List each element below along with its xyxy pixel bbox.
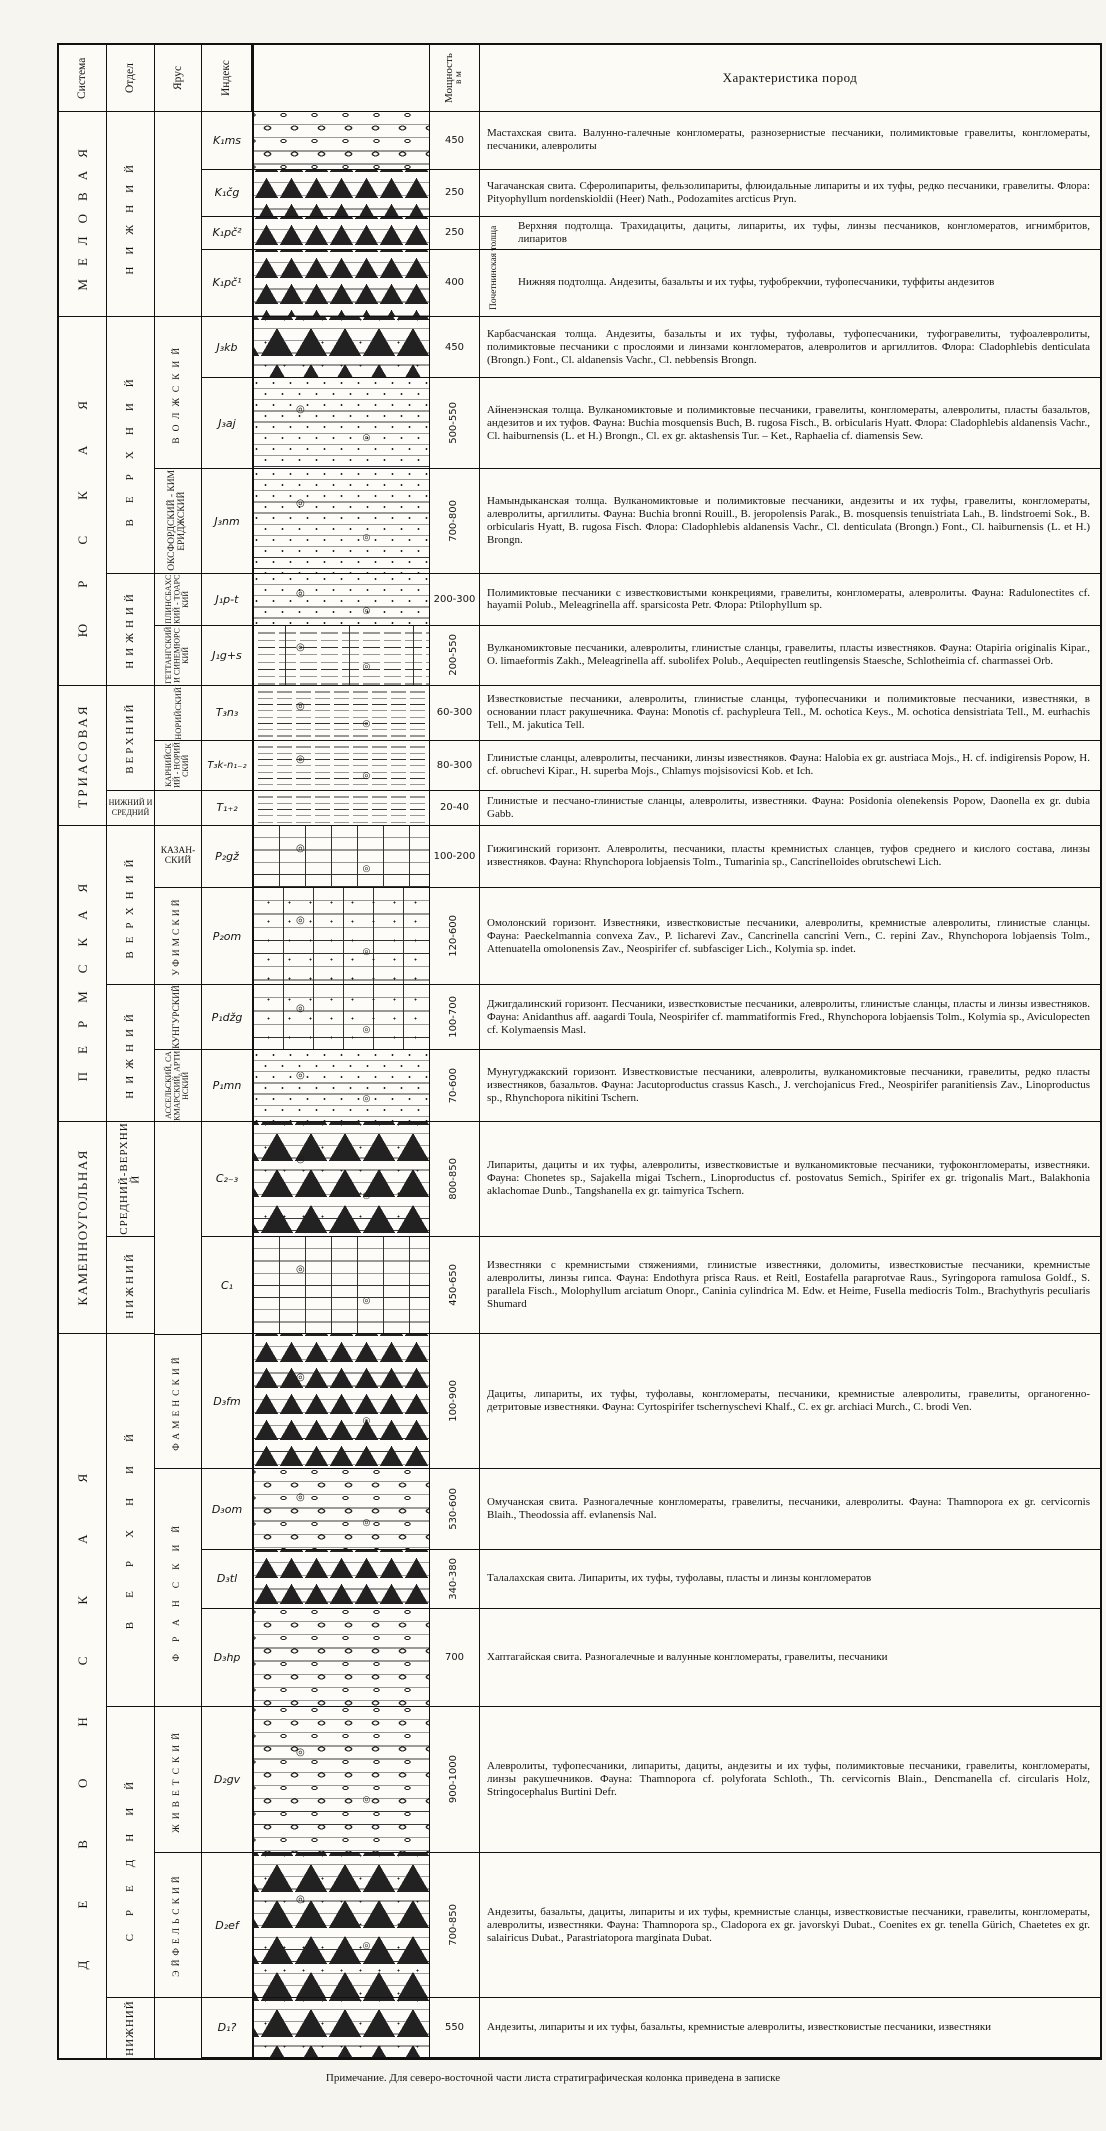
division-column (107, 112, 155, 2058)
stage-cell (155, 1853, 201, 1998)
lithology-pattern (252, 574, 430, 625)
thickness-value (430, 1469, 480, 1549)
header-cell-division (107, 45, 155, 111)
stage-cell (155, 317, 201, 470)
table-row (202, 791, 1100, 826)
rock-description-text: Джигдалинский горизонт. Песчаники, известковистые песчаники, алевролиты, глинистые сланцы, пласты и линзы известняков. Фауна: Anidanthus aff. aagardi Toula, Neospirifer cf. mammatiformis Fred., Rhynchopora lobjaensis Tolm., Kolymia sp., Aviculopecten cf. Kolymaensis Masl. (487, 997, 1090, 1036)
system-cell-permian (59, 826, 106, 1122)
rock-description-text: Омолонский горизонт. Известняки, известковистые песчаники, алевролиты, кремнистые алевролиты, глинистые сланцы. Фауна: Paeckelmannia convexa Zav., P. licharevi Zav., Cancrinella cancrini Vern., C. repini Zav., Rhynchopora lobjaensis Tolm., Attenuatella omolonensis Zav., Neospirifer cf. subfasciger Lich., Kolymia sp. indet. (487, 916, 1090, 955)
thickness-text: 900-1000 (448, 1755, 460, 1804)
stage-cell (155, 741, 201, 791)
table-row (202, 1469, 1100, 1550)
lithology-pattern (252, 1998, 430, 2057)
thickness-value (430, 112, 480, 169)
thickness-value (430, 1334, 480, 1468)
unit-index: D₃tl (216, 1572, 238, 1586)
table-header-row (59, 45, 1100, 112)
rock-description (480, 826, 1100, 888)
rock-description (480, 170, 1100, 216)
rock-description (480, 378, 1100, 468)
unit-index: J₁p-t (215, 592, 239, 606)
stage-cell (155, 1707, 201, 1854)
lithology-pattern (252, 217, 430, 249)
unit-index: J₃aj (218, 416, 236, 430)
table-row (202, 985, 1100, 1050)
division-label: ВЕРХНИЙ (123, 851, 136, 959)
thickness-value (430, 1853, 480, 1997)
table-body (59, 112, 1100, 2058)
thickness-value (430, 317, 480, 378)
thickness-text: 450 (444, 134, 465, 146)
thickness-text: 20-40 (439, 802, 470, 814)
unit-index: J₃nm (214, 514, 240, 528)
rock-description (480, 1237, 1100, 1334)
unit-index: T₃n₃ (215, 706, 239, 720)
thickness-value (430, 1122, 480, 1236)
rock-description-text: Нижняя подтолща. Андезиты, базальты и их туфы, туфобрекчии, туфопесчаники, туффиты андезитов (518, 276, 995, 289)
thickness-text: 60-300 (436, 707, 473, 719)
division-cell (107, 317, 154, 574)
unit-index: C₁ (220, 1278, 234, 1292)
header-cell-index (202, 45, 252, 111)
thickness-text: 200-550 (448, 634, 460, 677)
rock-description-text: Верхняя подтолща. Трахидациты, дациты, липариты, их туфы, линзы песчаников, конгломератов, игнимбритов, липаритов (518, 219, 1090, 245)
stage-label: ПЛИНСБАХСКИЙ - ТОАРСКИЙ (164, 574, 191, 625)
stage-label: АССЕЛЬСКИЙ, САКМАРСКИЙ, АРТИНСКИЙ (164, 1050, 191, 1121)
thickness-text: 550 (444, 2022, 465, 2034)
unit-index: T₁₊₂ (216, 801, 238, 815)
header-thickness-label: Мощность (442, 53, 455, 103)
stage-column (155, 112, 202, 2058)
lithology-pattern (252, 1334, 430, 1468)
division-cell (107, 826, 154, 986)
division-cell (107, 686, 154, 791)
lithology-pattern (252, 1609, 430, 1706)
rock-description-text: Хаптагайская свита. Разногалечные и валунные конгломераты, гравелиты, песчаники (487, 1650, 888, 1663)
rock-description (480, 574, 1100, 625)
stage-label: НОРИЙСКИЙ (172, 686, 183, 740)
system-label: ПЕРМСКАЯ (74, 865, 90, 1081)
thickness-value (430, 826, 480, 888)
header-division-label: Отдел (124, 63, 137, 93)
table-row (202, 686, 1100, 741)
lithology-pattern (252, 1050, 430, 1121)
division-cell (107, 1334, 154, 1706)
lithology-pattern (252, 378, 430, 468)
thickness-text: 100-900 (448, 1380, 460, 1423)
unit-index: D₃hp (213, 1650, 241, 1664)
rock-description-text: Карбасчанская толща. Андезиты, базальты и их туфы, туфолавы, туфопесчаники, туфогравелиты, туфоалевролиты, полимиктовые песчаники с прослоями и линзами конгломератов, алевролитов и аргиллитов. Флора: Cladophlebis denticulata (Brongn.) Font., Cl. aldanensis Vachr., Cl. nebbensis Brongn. (487, 327, 1090, 366)
rock-description-text: Полимиктовые песчаники с известковистыми конкрециями, гравелиты, конгломераты, алевролиты. Фауна: Radulonectites cf. hayamii Polub., Meleagrinella aff. sparsicosta Petr. Флора: Ptilophyllum sp. (487, 586, 1090, 612)
table-row (202, 888, 1100, 985)
stage-label: ЭЙФЕЛЬСКИЙ (172, 1873, 183, 1978)
unit-index: D₁? (217, 2021, 237, 2035)
thickness-value (430, 626, 480, 685)
division-label: СРЕДНИЙ (123, 1763, 136, 1941)
lithology-pattern (252, 1707, 430, 1853)
stage-label: ЖИВЕТСКИЙ (172, 1727, 183, 1832)
thickness-text: 450-650 (448, 1264, 460, 1306)
lithology-pattern (252, 250, 430, 316)
lithology-pattern (252, 626, 430, 685)
lithology-pattern (252, 112, 430, 169)
lithology-pattern (252, 1550, 430, 1608)
division-cell (107, 1998, 154, 2058)
thickness-value (430, 741, 480, 790)
stage-label: ГЕТТАНГСКИЙ И СИНЕМЮРСКИЙ (164, 626, 191, 684)
thickness-text: 400 (444, 277, 465, 289)
system-column (59, 112, 107, 2058)
thickness-text: 530-600 (448, 1488, 460, 1530)
stage-label: ОКСФОРДСКИЙ - КИМЕРИДЖСКИЙ (167, 470, 187, 572)
unit-index: K₁pč² (212, 226, 242, 240)
division-cell (107, 1237, 154, 1335)
thickness-value (430, 469, 480, 573)
division-label: ВЕРХНИЙ (123, 363, 136, 527)
unit-index: K₁ms (212, 133, 242, 147)
thickness-value (430, 1550, 480, 1608)
rock-description (480, 1998, 1100, 2057)
rock-description (480, 469, 1100, 573)
division-label: НИЖНИЙ (123, 1251, 136, 1319)
header-cell-system (59, 45, 107, 111)
system-cell-devonian (59, 1334, 106, 2058)
lithology-pattern (252, 1853, 430, 1997)
stage-cell (155, 826, 201, 889)
thickness-text: 70-600 (448, 1067, 460, 1104)
footnote: Примечание. Для северо-восточной части листа стратиграфическая колонка приведена в записке (325, 2072, 781, 2084)
rock-description (480, 888, 1100, 984)
thickness-value (430, 686, 480, 740)
division-cell (107, 112, 154, 317)
division-label: ВЕРХНИЙ (123, 701, 136, 774)
table-row (202, 317, 1100, 379)
unit-index: D₂ef (215, 1918, 239, 1932)
division-label: НИЖНИЙ (123, 153, 136, 275)
rock-description (480, 112, 1100, 169)
stage-cell (155, 469, 201, 574)
rock-description-text: Липариты, дациты и их туфы, алевролиты, известковистые и вулканомиктовые песчаники, туфоконгломераты, известняки. Фауна: Chonetes sp., Sajakella migai Tschern., Linoproductus cf. postovatus Semich., Spirifer ex gr. trigonalis Mart., Balakhonia aklachomae Dunb., Tangshanella ex gr. taimyrica Tschern. (487, 1159, 1090, 1198)
unit-index: P₁džg (211, 1010, 243, 1024)
lithology-pattern (252, 888, 430, 984)
stage-cell (155, 574, 201, 626)
rock-description-text: Чагачанская свита. Сферолипариты, фельзолипариты, флюидальные липариты и их туфы, редко песчаники, гравелиты. Флора: Pityophyllum nordenskioldii (Heer) Nath., Podozamites arcticus Pryn. (487, 179, 1090, 205)
table-row (202, 826, 1100, 889)
stage-cell (155, 626, 201, 686)
unit-index: K₁pč¹ (212, 276, 242, 290)
stage-label: ВОЛЖСКИЙ (172, 341, 183, 444)
table-row (202, 1707, 1100, 1854)
table-row (202, 378, 1100, 469)
thickness-text: 700-800 (448, 500, 460, 543)
subunit-label (482, 219, 508, 317)
header-cell-thickness (430, 45, 480, 111)
rock-description-text: Мастахская свита. Валунно-галечные конгломераты, разнозернистые песчаники, полимиктовые гравелиты, конгломераты, песчаники, алевролиты (487, 127, 1090, 153)
system-label: МЕЛОВАЯ (74, 136, 90, 292)
thickness-value (430, 378, 480, 468)
lithology-pattern (252, 985, 430, 1049)
thickness-text: 700-850 (448, 1904, 460, 1947)
unit-index: J₁g+s (212, 648, 242, 662)
division-cell (107, 574, 154, 686)
header-characteristics-label: Характеристика пород (722, 70, 858, 85)
rock-description-text: Глинистые сланцы, алевролиты, песчаники, линзы известняков. Фауна: Halobia ex gr. austriaca Mojs., H. cf. indigirensis Popow, H. cf. obruchevi Kipar., H. superba Mojs., Chlamys mojsisovicsi Kob. et Ich. (487, 752, 1090, 778)
rock-description (480, 1707, 1100, 1853)
division-cell (107, 791, 154, 826)
table-row (202, 217, 1100, 250)
header-stage-label: Ярус (171, 65, 184, 91)
lithology-pattern (252, 170, 430, 216)
stage-label: КАЗАН-СКИЙ (160, 845, 196, 867)
table-row (202, 1122, 1100, 1237)
stage-label: ФРАНСКИЙ (172, 1513, 183, 1662)
stage-cell (155, 888, 201, 985)
unit-index: K₁čg (214, 186, 240, 200)
table-row (202, 1853, 1100, 1998)
rock-description (480, 217, 1100, 249)
unit-index: D₃fm (213, 1394, 241, 1408)
header-thickness-unit-label: в м (454, 71, 465, 85)
stage-cell (155, 1998, 201, 2058)
rock-description (480, 1122, 1100, 1236)
division-label: СРЕДНИЙ-ВЕРХНИЙ (117, 1122, 142, 1236)
rock-description-text: Известковистые песчаники, алевролиты, глинистые сланцы, туфопесчаники и полимиктовые песчаники, известняки, в основании пласт ракушечника. Фауна: Monotis cf. pachypleura Tell., M. ochotica Keys., M. ochotica densistriata Tell., M. eurhachis Tell., M. jakutica Tell. (487, 693, 1090, 732)
thickness-value (430, 574, 480, 625)
thickness-value (430, 170, 480, 216)
system-cell-triassic (59, 686, 106, 826)
thickness-value (430, 1237, 480, 1334)
rock-description (480, 1550, 1100, 1608)
thickness-value (430, 985, 480, 1049)
header-cell-stage (155, 45, 202, 111)
thickness-value (430, 1609, 480, 1706)
table-row (202, 1237, 1100, 1335)
rock-description (480, 985, 1100, 1049)
rock-description (480, 1469, 1100, 1549)
lithology-pattern (252, 686, 430, 740)
table-row (202, 469, 1100, 574)
unit-rows (202, 112, 1100, 2058)
header-cell-characteristics (480, 45, 1100, 111)
thickness-text: 80-300 (436, 759, 473, 771)
stage-cell (155, 1050, 201, 1122)
thickness-value (430, 250, 480, 316)
table-row (202, 574, 1100, 626)
rock-description (480, 250, 1100, 316)
lithology-pattern (252, 826, 430, 888)
stage-label: ФАМЕНСКИЙ (172, 1352, 183, 1450)
lithology-pattern (252, 791, 430, 825)
stage-label: КАРНИЙСКИЙ - НОРИЙСКИЙ (164, 742, 191, 789)
unit-index: P₁mn (212, 1078, 242, 1092)
table-row (202, 1550, 1100, 1609)
thickness-text: 100-200 (433, 850, 476, 862)
thickness-value (430, 791, 480, 825)
lithology-pattern (252, 1469, 430, 1549)
rock-description (480, 626, 1100, 685)
thickness-text: 500-550 (448, 402, 460, 445)
rock-description-text: Талалахская свита. Липариты, их туфы, туфолавы, пласты и линзы конгломератов (487, 1572, 872, 1585)
division-label: НИЖНИЙ (123, 2000, 136, 2056)
lithology-pattern (252, 1122, 430, 1236)
lithology-pattern (252, 1237, 430, 1334)
rock-description-text: Намындыканская толща. Вулканомиктовые и полимиктовые песчаники, андезиты и их туфы, гравелиты, конгломераты, алевролиты, аргиллиты. Фауна: Buchia bronni Rouill., B. jeropolensis Parak., B. mosquensis tenuistriata Lah., B. lindstroemi Sok., B. orbicularis Hyatt, B. rugosa Fisch. Флора: Cladophlebis aldanensis Vachr., Cl. denticulata (Brongn.) Font., Cl. haiburnensis (L. et H.) Brongn. (487, 495, 1090, 547)
unit-index: P₂om (212, 929, 242, 943)
thickness-value (430, 1998, 480, 2057)
stage-cell (155, 985, 201, 1050)
thickness-text: 340-380 (448, 1558, 460, 1600)
stage-cell (155, 686, 201, 741)
thickness-text: 250 (444, 227, 465, 239)
stage-cell (155, 1335, 201, 1470)
table-row (202, 1609, 1100, 1707)
thickness-text: 450 (444, 341, 465, 353)
unit-index: D₃om (211, 1502, 243, 1516)
rock-description-text: Глинистые и песчано-глинистые сланцы, алевролиты, известняки. Фауна: Posidonia olenekensis Popow, Daonella ex gr. dubia Gabb. (487, 794, 1090, 820)
division-cell (107, 1707, 154, 1998)
header-cell-lithology (252, 45, 430, 111)
thickness-value (430, 1050, 480, 1121)
table-row (202, 741, 1100, 791)
stage-cell (155, 791, 201, 826)
rock-description-text: Андезиты, базальты, дациты, липариты и их туфы, кремнистые сланцы, известковистые песчаники, гравелиты, конгломераты, алевролиты, известняки. Фауна: Thamnopora sp., Cladopora ex gr. javorskyi Dubat., Coenites ex gr. tenella Gürich, Chaetetes ex gr. salairicus Dubat., Parastriatopora marginata Dubat. (487, 1905, 1090, 1944)
system-cell-cretaceous (59, 112, 106, 317)
rock-description-text: Вулканомиктовые песчаники, алевролиты, глинистые сланцы, гравелиты, пласты известняков. Фауна: Otapiria originalis Kipar., O. limaeformis Zakh., Meleagrinella aff. subolifex Polub., Aequipecten reutlingensis Staesche, Schlotheimia cf. charmassei Orb. (487, 642, 1090, 668)
rock-description-text: Айненэнская толща. Вулканомиктовые и полимиктовые песчаники, гравелиты, конгломераты, алевролиты, пласты базальтов, андезитов и их туфов. Фауна: Buchia mosquensis Buch, B. rugosa Fisch., B. orbicularis Hyatt. Флора: Cladophlebis aldanensis Vachr., Cl. haiburnensis (L. et H.) Brongn., Cl. ex gr. aktashensis Tur. – Ket., Raphaelia cf. diamensis Sew. (487, 403, 1090, 442)
unit-index: T₃k-n₁₋₂ (207, 759, 247, 771)
system-label: ТРИАСОВАЯ (74, 703, 90, 808)
table-row (202, 170, 1100, 217)
rock-description-text: Омучанская свита. Разногалечные конгломераты, гравелиты, песчаники, алевролиты. Фауна: Thamnopora ex gr. cervicornis Blaih., Theodossia aff. evlanensis Nal. (487, 1496, 1090, 1522)
thickness-text: 120-600 (448, 915, 460, 958)
lithology-pattern (252, 469, 430, 573)
rock-description-text: Гижигинский горизонт. Алевролиты, песчаники, пласты кремнистых сланцев, туфов среднего и кислого состава, линзы известняков. Фауна: Rhynchopora lobjaensis Tolm., Tumarinia sp., Cancrinelloides obrutschewi Lich. (487, 843, 1090, 869)
thickness-text: 700 (444, 1651, 465, 1663)
table-row (202, 112, 1100, 170)
rock-description (480, 1609, 1100, 1706)
thickness-value (430, 1707, 480, 1853)
rock-description-text: Андезиты, липариты и их туфы, базальты, кремнистые алевролиты, известковистые песчаники, известняки (487, 2021, 992, 2034)
thickness-value (430, 217, 480, 249)
rock-description (480, 317, 1100, 378)
rock-description (480, 741, 1100, 790)
stage-label: КУНГУРСКИЙ (172, 985, 183, 1050)
lithology-pattern (252, 741, 430, 790)
unit-index: D₂gv (213, 1773, 241, 1787)
stage-label: УФИМСКИЙ (172, 896, 183, 976)
rock-description-text: Дациты, липариты, их туфы, туфолавы, конгломераты, песчаники, кремнистые алевролиты, гравелиты, органогенно-детритовые известняки. Фауна: Cyrtospirifer tschernyschevi Khalf., C. ex gr. archiaci Murch., C. brodi Ven. (487, 1388, 1090, 1414)
rock-description (480, 1853, 1100, 1997)
stage-cell (155, 1122, 201, 1335)
division-label: ВЕРХНИЙ (123, 1410, 136, 1630)
system-cell-jurassic (59, 317, 106, 686)
stage-cell (155, 112, 201, 317)
unit-index: C₂₋₃ (215, 1172, 239, 1186)
division-cell (107, 1122, 154, 1237)
rock-description-text: Алевролиты, туфопесчаники, липариты, дациты, андезиты и их туфы, полимиктовые песчаники, гравелиты, конгломераты, линзы ракушечников. Фауна: Thamnopora cf. polyforata Schloth., Th. cervicornis Blain., Dencmanella cf. circularis Holz, Stringocephalus Burtini Defr. (487, 1760, 1090, 1799)
rock-description-text: Мунугуджакский горизонт. Известковистые песчаники, алевролиты, вулканомиктовые песчаники, гравелиты, редко пласты известняков, базальтов. Фауна: Jacutoproductus crassus Kasch., J. verchojanicus Fred., Neospirifer paranitiensis Zav., Linoproductus sp., Rhynchopora nikitini Tschern. (487, 1066, 1090, 1104)
thickness-text: 100-700 (448, 996, 460, 1039)
unit-index: J₃kb (216, 340, 238, 354)
table-row (202, 1998, 1100, 2058)
thickness-text: 200-300 (433, 593, 476, 605)
stratigraphic-column-table (57, 43, 1102, 2060)
thickness-text: 250 (444, 187, 465, 199)
header-index-label: Индекс (220, 60, 233, 96)
subunit-label-text: Почетнинская толща (489, 225, 500, 311)
system-label: ЮРСКАЯ (74, 364, 90, 637)
rock-description (480, 791, 1100, 825)
system-cell-carboniferous (59, 1122, 106, 1335)
table-row (202, 1050, 1100, 1122)
table-row (202, 250, 1100, 317)
rock-description (480, 1050, 1100, 1121)
division-label: НИЖНИЙ (123, 589, 136, 670)
thickness-value (430, 888, 480, 984)
unit-index: P₂gž (215, 849, 239, 863)
stage-cell (155, 1469, 201, 1707)
rock-description (480, 1334, 1100, 1468)
rock-description-text: Известняки с кремнистыми стяжениями, глинистые известняки, доломиты, известковистые песчаники, кремнистые алевролиты, линзы гипса. Фауна: Endothyra prisca Raus. et Reitl, Eostafella paraprotvae Raus., Syringopora ramulosa Goldf., S. parallela Fisch., Molophyllum arciatum Onopr., Caninia cylindrica M. Edw. et Heime, Fusella mediocris Tolm., Brachythyris peculiaris Shumard (487, 1259, 1090, 1311)
thickness-text: 800-850 (448, 1157, 460, 1200)
division-cell (107, 985, 154, 1122)
header-system-label: Система (76, 57, 89, 99)
division-label: НИЖНИЙ (123, 1007, 136, 1099)
system-label: КАМЕННОУГОЛЬНАЯ (74, 1149, 90, 1306)
table-row (202, 626, 1100, 686)
table-row (202, 1334, 1100, 1469)
rock-description (480, 686, 1100, 740)
division-label: НИЖНИЙ И СРЕДНИЙ (108, 798, 153, 817)
system-label: ДЕВОНСКАЯ (74, 1422, 90, 1971)
lithology-pattern (252, 317, 430, 378)
